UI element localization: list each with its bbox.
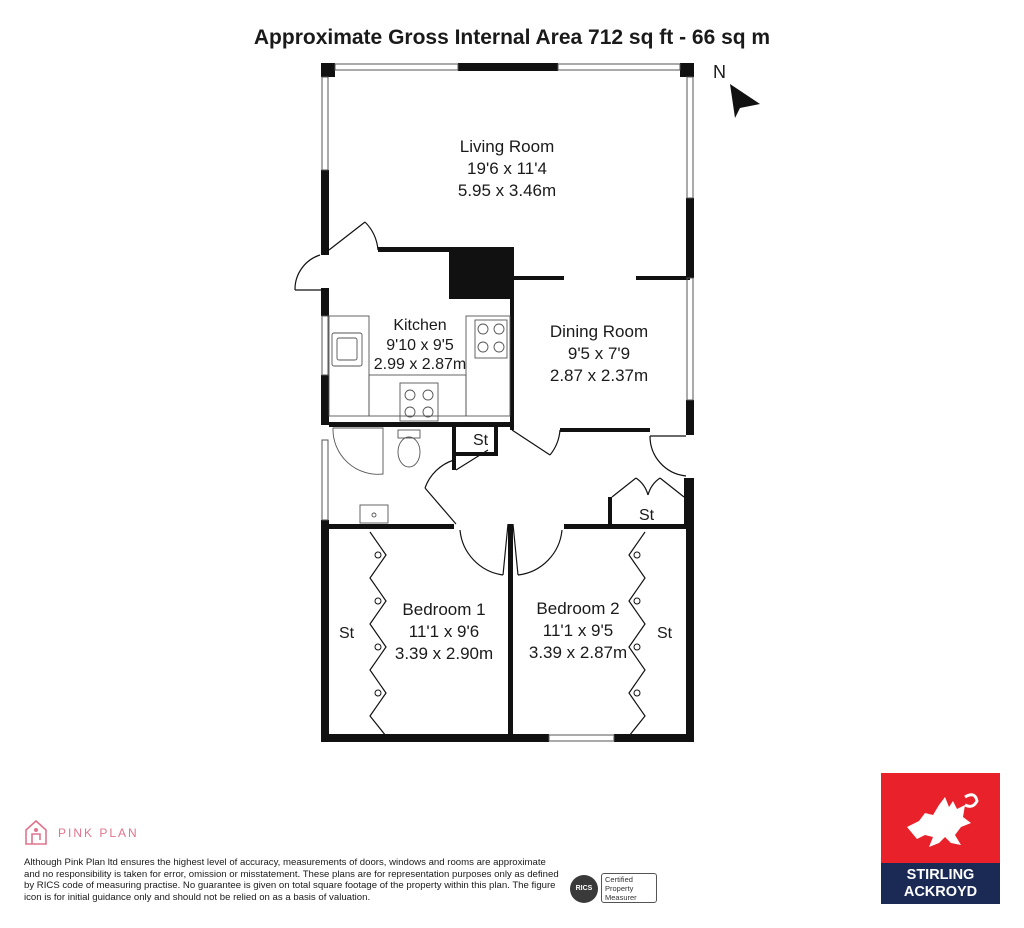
page-title: Approximate Gross Internal Area 712 sq ft - 66 sq m (253, 26, 771, 49)
logo-blue-panel (881, 863, 1000, 904)
svg-text:Dining Room: Dining Room (549, 322, 649, 341)
room-label-living (458, 137, 556, 200)
svg-text:2.87 x 2.37m: 2.87 x 2.37m (549, 366, 649, 385)
svg-text:2.99 x 2.87m: 2.99 x 2.87m (373, 356, 467, 373)
svg-text:9'5 x 7'9: 9'5 x 7'9 (567, 344, 631, 363)
room-label-bedroom-1 (395, 600, 493, 663)
rics-badge (570, 873, 662, 905)
svg-text:Living Room: Living Room (459, 137, 555, 156)
svg-text:11'1 x 9'6: 11'1 x 9'6 (408, 622, 480, 641)
room-label-kitchen (374, 317, 467, 373)
svg-text:9'10 x 9'5: 9'10 x 9'5 (386, 337, 454, 354)
griffin-icon (899, 787, 983, 857)
north-arrow-icon (713, 62, 760, 118)
svg-text:5.95 x 3.46m: 5.95 x 3.46m (457, 181, 557, 200)
svg-text:Bedroom 1: Bedroom 1 (402, 600, 486, 619)
svg-text:Bedroom 2: Bedroom 2 (536, 599, 620, 618)
storage-label-bedroom-2: St (657, 625, 673, 642)
rics-certification: Certified Property Measurer (601, 873, 657, 903)
brand-name: PINK PLAN (58, 826, 139, 840)
svg-text:11'1 x 9'5: 11'1 x 9'5 (542, 621, 614, 640)
svg-text:19'6 x 11'4: 19'6 x 11'4 (467, 159, 547, 178)
agent-name-line2: ACKROYD (903, 884, 978, 900)
agent-name-line1: STIRLING (906, 867, 975, 883)
storage-label-hall: St (473, 432, 489, 449)
disclaimer-text: Although Pink Plan ltd ensures the highest level of accuracy, measurements of doors, windows and rooms are approximate and no responsibility is taken for error, omission or misstatement. These plans are for representation purposes only as defined by RICS code of measuring practise. No guarantee is given on total square footage of the property within this plan. The figure icon is for initial guidance only and should not be relied on as a basis of valuation. (24, 857, 559, 904)
storage-label-bedroom-1: St (339, 625, 355, 642)
svg-text:3.39 x 2.90m: 3.39 x 2.90m (394, 644, 494, 663)
stirling-ackroyd-logo (881, 773, 1000, 904)
svg-text:N: N (713, 62, 726, 82)
svg-text:Kitchen: Kitchen (393, 317, 447, 334)
pink-plan-logo-icon (24, 818, 48, 846)
storage-label-cupboard: St (639, 507, 655, 524)
svg-text:3.39 x 2.87m: 3.39 x 2.87m (528, 643, 628, 662)
room-label-dining (550, 322, 648, 385)
storage-labels (339, 432, 673, 642)
room-label-bedroom-2 (529, 599, 627, 662)
rics-logo: RICS (570, 875, 598, 903)
